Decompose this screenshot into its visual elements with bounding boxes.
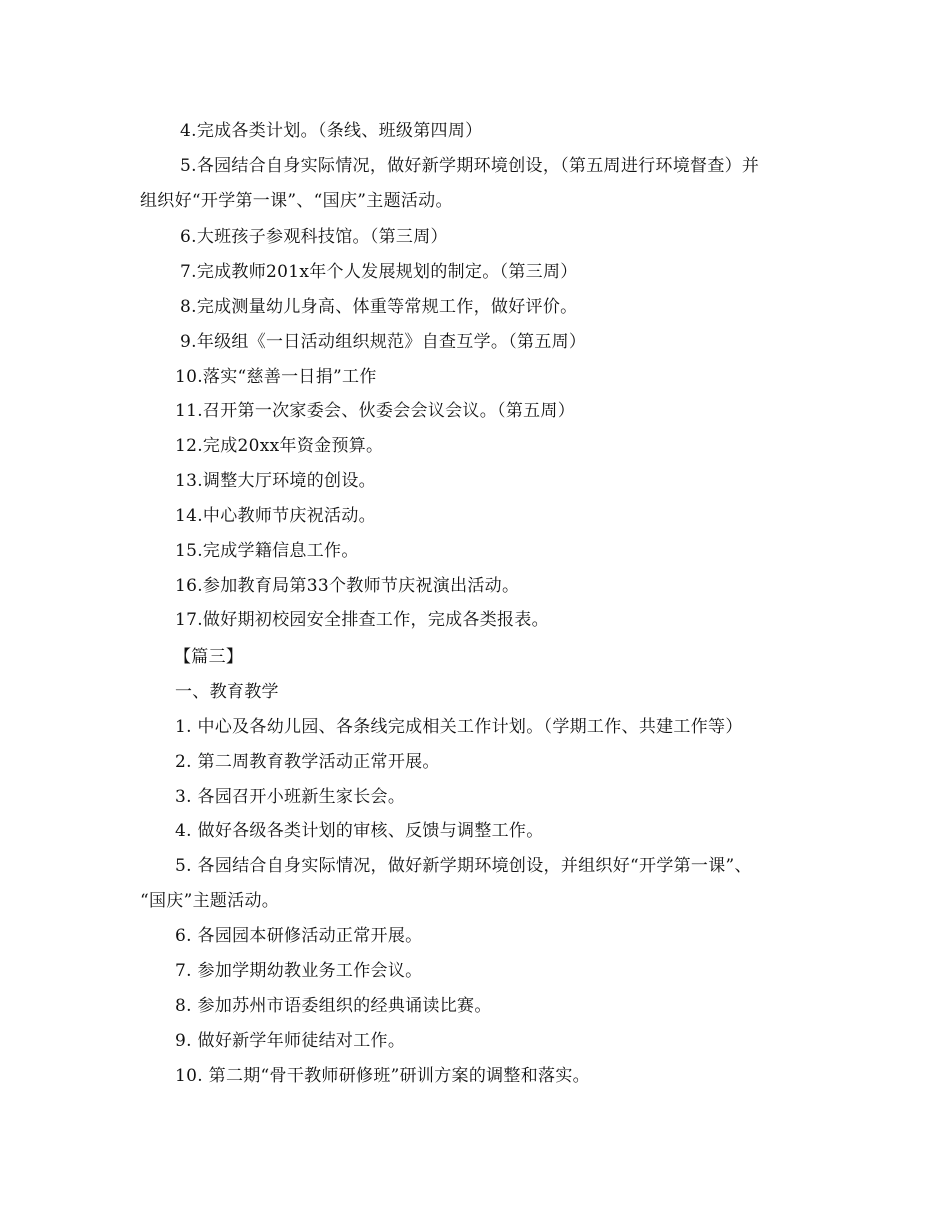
text-line: 7.完成教师201x年个人发展规划的制定。（第三周）: [180, 262, 578, 282]
text-line: 17.做好期初校园安全排查工作，完成各类报表。: [175, 610, 549, 630]
text-line: 4. 做好各级各类计划的审核、反馈与调整工作。: [175, 821, 544, 841]
text-line: 10. 第二期“骨干教师研修班”研训方案的调整和落实。: [175, 1066, 590, 1086]
text-line: 8.完成测量幼儿身高、体重等常规工作，做好评价。: [180, 297, 578, 317]
text-line: “国庆”主题活动。: [140, 891, 280, 911]
text-line: 5. 各园结合自身实际情况，做好新学期环境创设，并组织好“开学第一课”、: [175, 856, 752, 876]
text-line: 组织好“开学第一课”、“国庆”主题活动。: [140, 191, 453, 211]
text-line: 9.年级组《一日活动组织规范》自查互学。（第五周）: [180, 332, 587, 352]
text-line: 11.召开第一次家委会、伙委会会议会议。（第五周）: [175, 401, 576, 421]
text-line: 3. 各园召开小班新生家长会。: [175, 787, 406, 807]
text-line: 1. 中心及各幼儿园、各条线完成相关工作计划。（学期工作、共建工作等）: [175, 717, 743, 737]
text-line: 6.大班孩子参观科技馆。（第三周）: [180, 227, 448, 247]
text-line: 6. 各园园本研修活动正常开展。: [175, 926, 423, 946]
text-line: 5.各园结合自身实际情况，做好新学期环境创设，（第五周进行环境督查）并: [180, 156, 760, 176]
text-line: 9. 做好新学年师徒结对工作。: [175, 1031, 406, 1051]
text-line: 8. 参加苏州市语委组织的经典诵读比赛。: [175, 996, 492, 1016]
section-heading: 【篇三】: [174, 647, 244, 667]
text-line: 15.完成学籍信息工作。: [175, 541, 359, 561]
text-line: 4.完成各类计划。（条线、班级第四周）: [180, 121, 483, 141]
text-line: 12.完成20xx年资金预算。: [175, 436, 384, 456]
text-line: 14.中心教师节庆祝活动。: [175, 506, 376, 526]
section-subheading: 一、教育教学: [175, 682, 279, 702]
text-line: 7. 参加学期幼教业务工作会议。: [175, 961, 423, 981]
text-line: 13.调整大厅环境的创设。: [175, 471, 376, 491]
text-line: 2. 第二周教育教学活动正常开展。: [175, 752, 440, 772]
text-line: 16.参加教育局第33个教师节庆祝演出活动。: [175, 576, 520, 596]
text-line: 10.落实“慈善一日捐”工作: [175, 367, 377, 387]
